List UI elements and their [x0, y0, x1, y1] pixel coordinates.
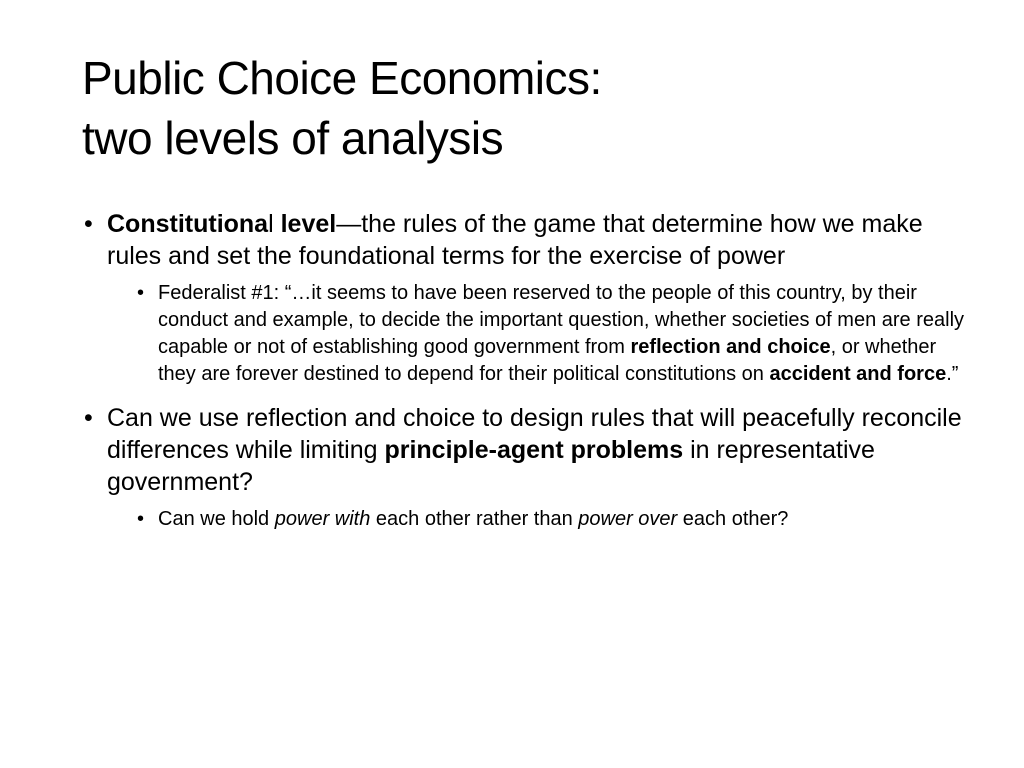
quote-bold-accident: accident and force [769, 363, 947, 385]
term-constitutional-bold: Constitutiona [107, 210, 269, 238]
quote-bold-reflection: reflection and choice [630, 336, 831, 358]
term-constitutional-letter: l [268, 210, 274, 238]
term-level-bold: level [280, 210, 337, 238]
bold-principle-agent: principle-agent problems [384, 436, 684, 464]
italic-power-over: power over [578, 508, 678, 530]
sub-text-b: each other rather than [370, 508, 579, 530]
title-line-1: Public Choice Economics: [82, 52, 602, 104]
bullet-constitutional-level [84, 208, 964, 272]
quote-text-c: .” [946, 363, 959, 385]
sub-bullet-power-with [137, 506, 964, 533]
title-line-2: two levels of analysis [82, 112, 504, 164]
slide-title [82, 48, 962, 168]
bullet-text-b: in representative government? [107, 436, 875, 496]
slide-body [84, 208, 964, 547]
sub-bullet-federalist-quote [137, 280, 964, 388]
bullet-text-a: Can we use reflection and choice to design rules that will peacefully reconcile differences while limiting [107, 404, 962, 464]
term-space [274, 210, 281, 238]
bullet-text: —the rules of the game that determine how we make rules and set the foundational terms for the exercise of power [107, 210, 923, 270]
sub-text-a: Can we hold [158, 508, 275, 530]
bullet-reflection-choice [84, 402, 964, 498]
quote-text-a: Federalist #1: “…it seems to have been reserved to the people of this country, by their conduct and example, to decide the important question, whether societies of men are really capable or not of establishing good government from [158, 282, 965, 358]
quote-text-b: , or whether they are forever destined to depend for their political constitutions on [158, 336, 937, 385]
sub-text-c: each other? [677, 508, 789, 530]
italic-power-with: power with [274, 508, 371, 530]
